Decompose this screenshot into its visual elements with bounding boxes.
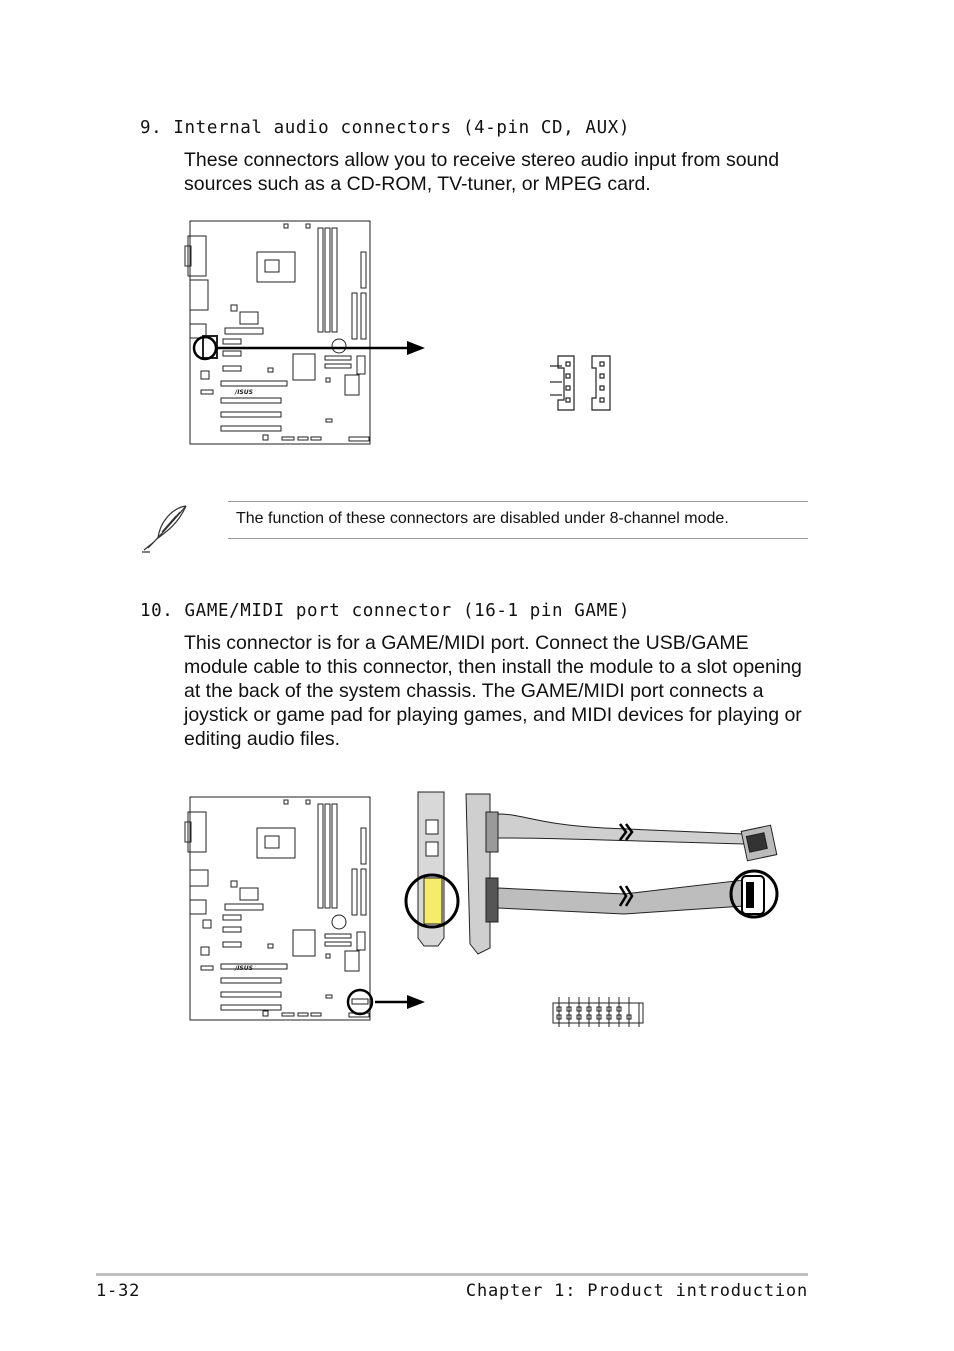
section-10-heading: 10. GAME/MIDI port connector (16-1 pin GAME) (140, 601, 630, 621)
section-9-heading: 9. Internal audio connectors (4-pin CD, AUX) (140, 118, 630, 138)
section-10-body: This connector is for a GAME/MIDI port. Connect the USB/GAME module cable to this connector, then install the module to a slot opening at the back of the system chassis. The GAME/MIDI port connects a joystick or game pad for playing games, and MIDI devices for playing or editing audio files. (184, 632, 802, 750)
page-number: 1-32 (96, 1281, 141, 1301)
cd-aux-connector-icon (548, 354, 620, 414)
chapter-title: Chapter 1: Product introduction (465, 1281, 808, 1301)
board-logo-2: /ISUS (235, 965, 253, 972)
board-logo: /ISUS (235, 389, 253, 396)
note-bottom-rule (228, 538, 808, 539)
note-text: The function of these connectors are disabled under 8-channel mode. (236, 510, 729, 527)
footer-rule (96, 1273, 808, 1276)
game-pin-header-icon (551, 995, 647, 1029)
motherboard-diagram-game (185, 794, 435, 1024)
quill-pen-icon (140, 498, 194, 554)
usb-game-module-illustration (404, 788, 784, 958)
motherboard-diagram-cd-aux (185, 218, 435, 448)
note-top-rule (228, 501, 808, 502)
section-9-body: These connectors allow you to receive stereo audio input from sound sources such as a CD-ROM, TV-tuner, or MPEG card. (184, 149, 780, 195)
